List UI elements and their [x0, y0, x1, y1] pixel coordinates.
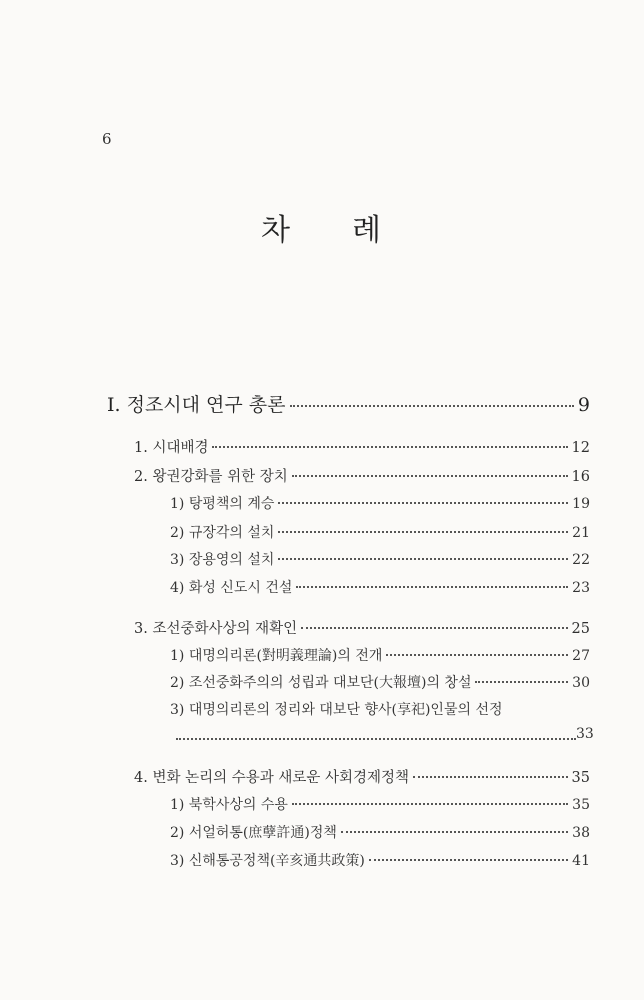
toc-section-4-1[interactable]: [170, 794, 590, 814]
toc-entry-label: 3) 장용영의 설치: [170, 552, 275, 568]
toc-section-2-2[interactable]: [170, 522, 590, 542]
toc-entry-page: 22: [572, 552, 590, 568]
toc-entry-page: 12: [571, 440, 590, 456]
toc-entry-label: 1) 탕평책의 계승: [170, 496, 275, 512]
leader-dots: [176, 738, 576, 740]
toc-entry-page: 41: [572, 853, 590, 869]
toc-entry-page: 9: [577, 394, 590, 416]
toc-section-3-3[interactable]: [170, 699, 590, 719]
leader-dots: [278, 502, 568, 504]
toc-entry-page: 30: [572, 675, 590, 691]
toc-entry-page: 16: [571, 469, 590, 485]
toc-section-2-4[interactable]: [170, 577, 590, 597]
toc-entry-page: 19: [572, 496, 590, 512]
leader-dots: [296, 586, 568, 588]
leader-dots: [278, 558, 568, 560]
page-number: 6: [102, 130, 112, 148]
toc-chapter-4[interactable]: [134, 766, 590, 787]
toc-section-4-2[interactable]: [170, 822, 590, 842]
toc-entry-label: 2) 서얼허통(庶孽許通)정책: [170, 825, 337, 841]
toc-entry-page: 38: [572, 825, 590, 841]
toc-chapter-2[interactable]: [134, 465, 590, 486]
toc-section-4-3[interactable]: [170, 850, 590, 870]
toc-entry-label: 2) 조선중화주의의 성립과 대보단(大報壇)의 창설: [170, 675, 472, 691]
leader-dots: [290, 405, 574, 407]
toc-part-1[interactable]: [107, 390, 590, 417]
toc-entry-page: 21: [572, 525, 590, 541]
toc-entry-label: 3) 대명의리론의 정리와 대보단 향사(享祀)인물의 선정: [170, 702, 503, 718]
toc-entry-label: Ⅰ. 정조시대 연구 총론: [107, 394, 286, 416]
toc-entry-page: 25: [571, 621, 590, 637]
toc-entry-label: 2) 규장각의 설치: [170, 525, 275, 541]
toc-entry-page: 27: [572, 648, 590, 664]
leader-dots: [292, 803, 568, 805]
toc-entry-page: 35: [572, 797, 590, 813]
leader-dots: [341, 831, 568, 833]
leader-dots: [475, 681, 568, 683]
leader-dots: [386, 654, 568, 656]
toc-chapter-1[interactable]: [134, 436, 590, 457]
leader-dots: [369, 859, 568, 861]
toc-section-2-1[interactable]: [170, 493, 590, 513]
leader-dots: [292, 475, 568, 477]
toc-entry-label: 1) 대명의리론(對明義理論)의 전개: [170, 648, 383, 664]
toc-entry-page: 23: [572, 580, 590, 596]
toc-entry-label: 2. 왕권강화를 위한 장치: [134, 469, 288, 485]
toc-entry-label: 4) 화성 신도시 건설: [170, 580, 293, 596]
toc-entry-label: 1) 북학사상의 수용: [170, 797, 288, 813]
toc-entry-page: 35: [571, 770, 590, 786]
toc-entry-label: 4. 변화 논리의 수용과 새로운 사회경제정책: [134, 770, 409, 786]
toc-entry-label: 3) 신해통공정책(辛亥通共政策): [170, 853, 365, 869]
toc-entry-page: 33: [576, 726, 594, 742]
toc-title-char-2: 례: [352, 213, 383, 248]
toc-title-char-1: 차: [261, 213, 292, 248]
leader-dots: [413, 776, 568, 778]
leader-dots: [278, 531, 568, 533]
leader-dots: [301, 627, 567, 629]
toc-section-3-2[interactable]: [170, 672, 590, 692]
toc-section-3-1[interactable]: [170, 645, 590, 665]
toc-entry-label: 3. 조선중화사상의 재확인: [134, 621, 298, 637]
toc-entry-label: 1. 시대배경: [134, 440, 209, 456]
toc-section-2-3[interactable]: [170, 549, 590, 569]
leader-dots: [212, 446, 567, 448]
toc-chapter-3[interactable]: [134, 617, 590, 638]
